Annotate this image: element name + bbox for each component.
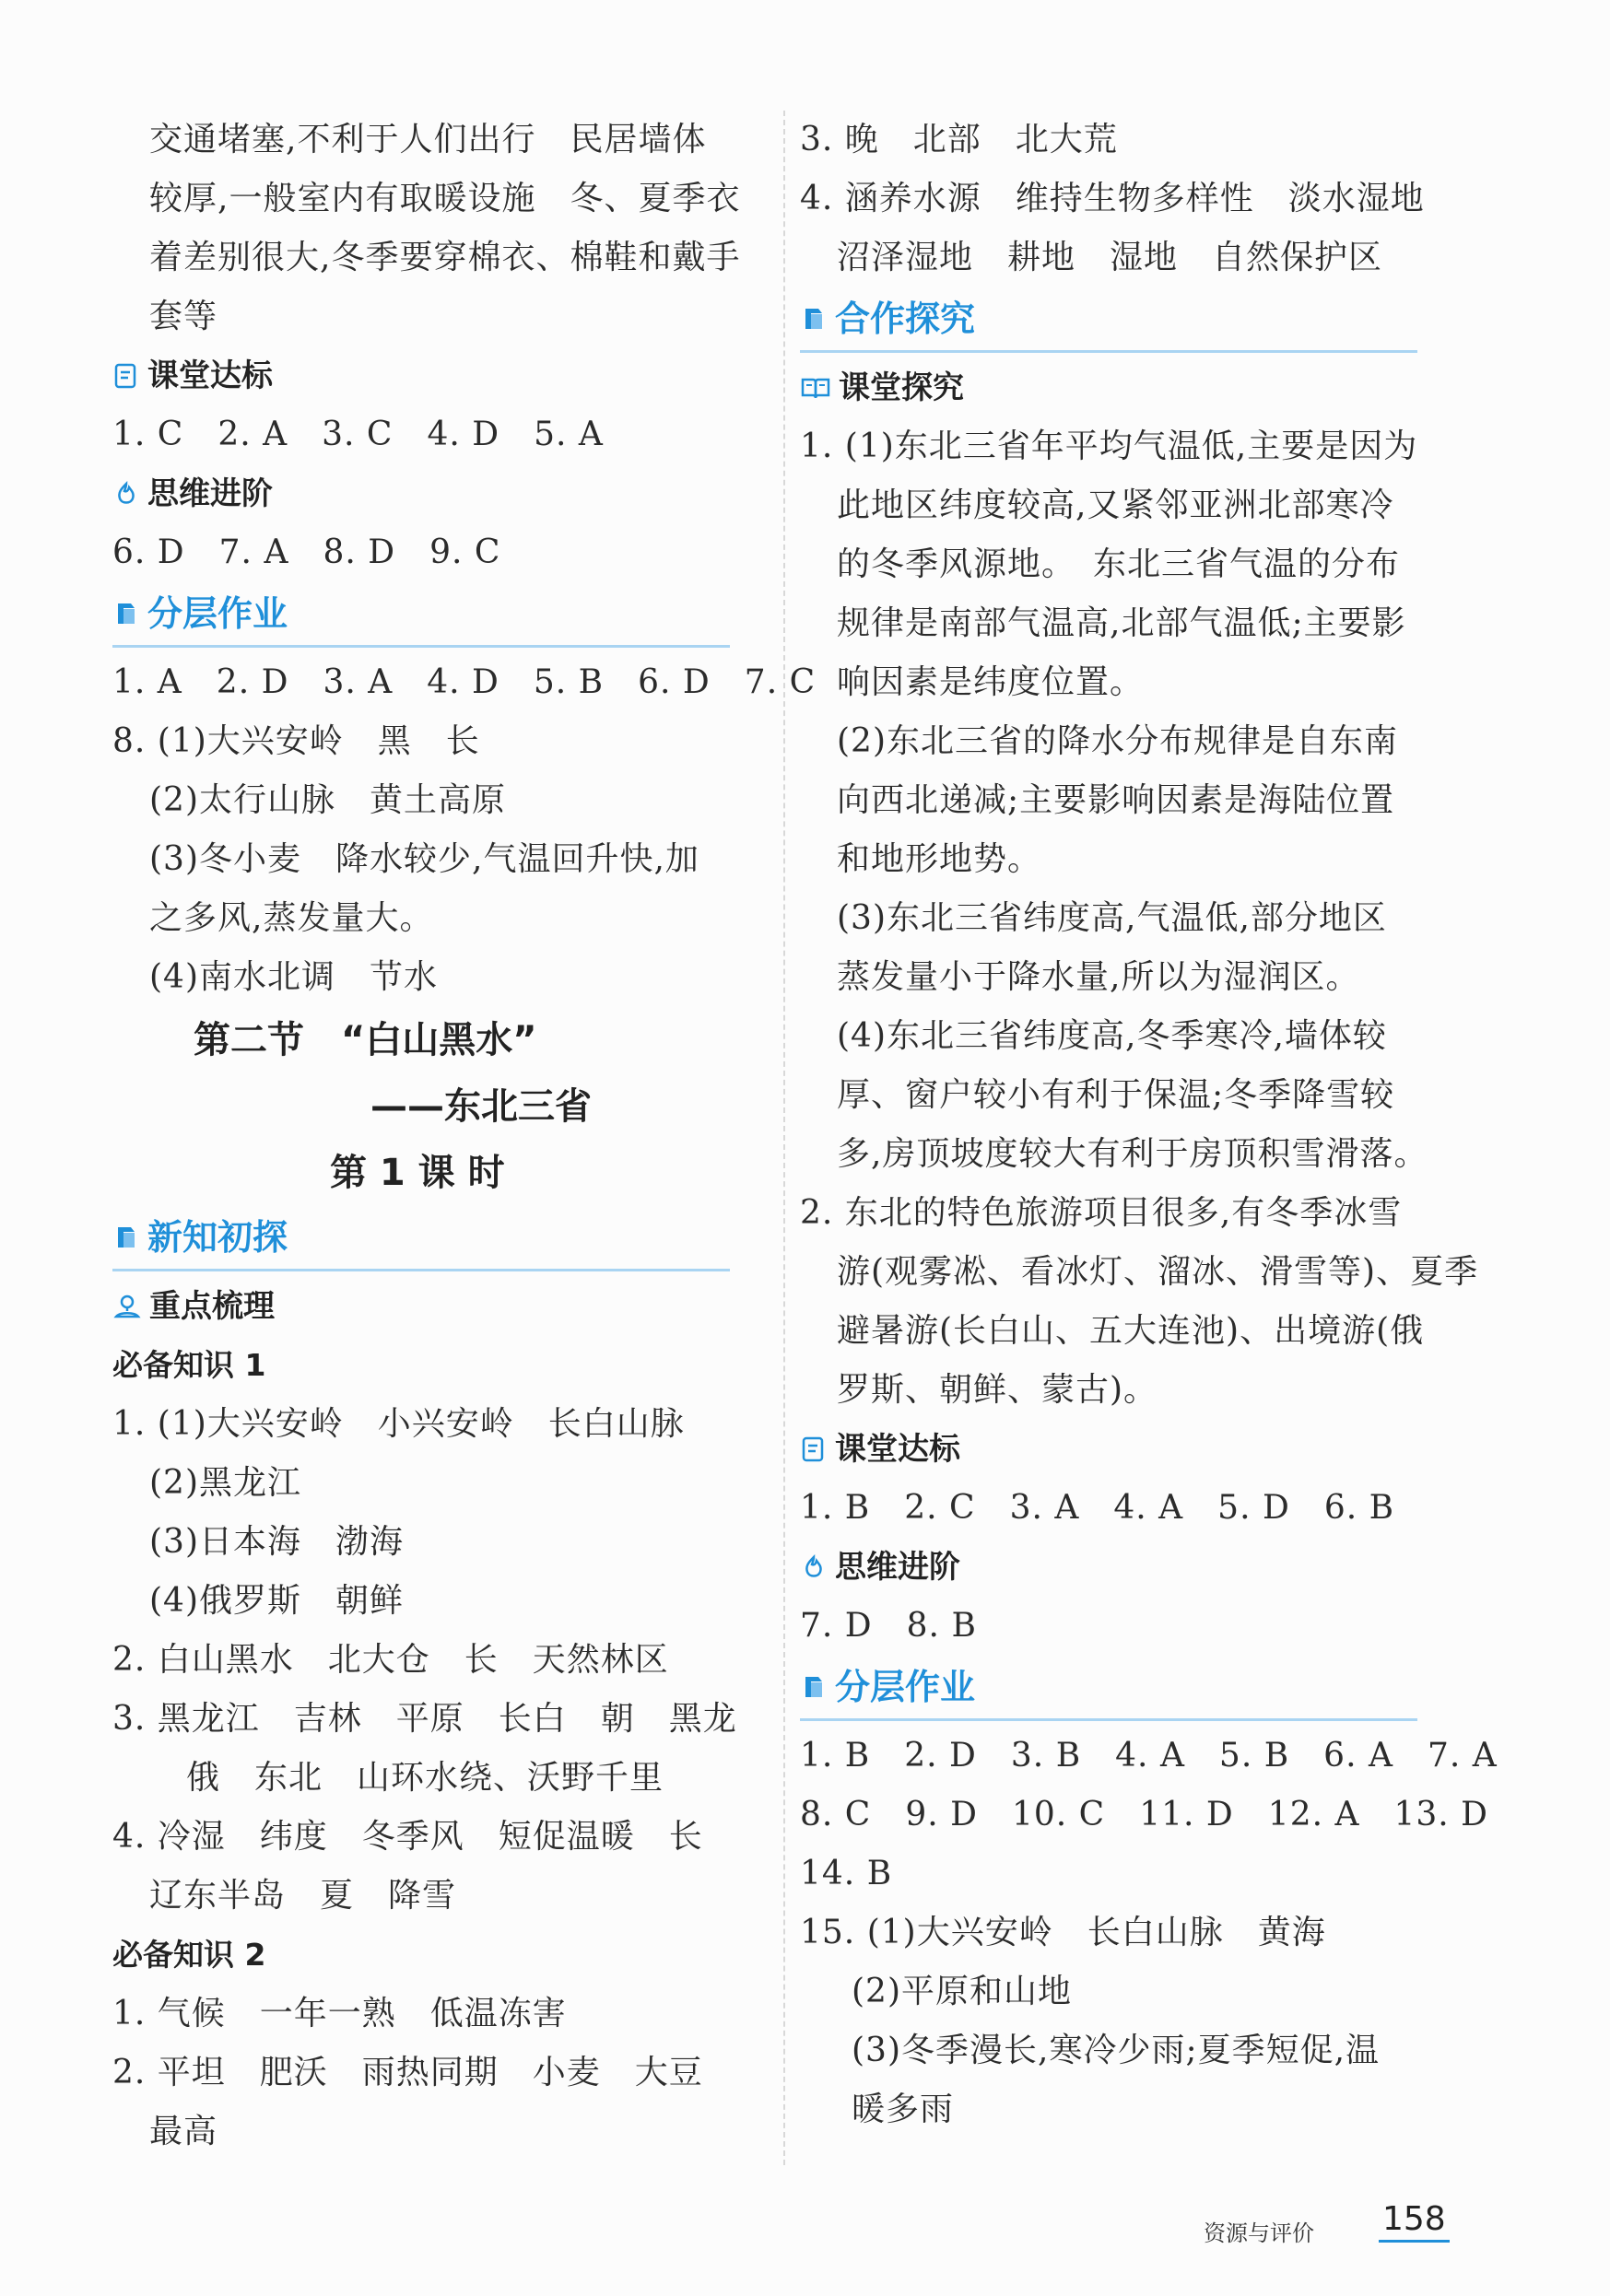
- location-pin-icon: [112, 1293, 142, 1320]
- flame-icon: [112, 480, 140, 508]
- text-line: 着差别很大,冬季要穿棉衣、棉鞋和戴手: [149, 239, 741, 276]
- heading-label: 课堂探究: [839, 369, 964, 406]
- answer-line: 8. (1)大兴安岭 黑 长: [112, 722, 480, 760]
- flame-icon: [800, 1553, 828, 1581]
- text-line: (2)东北三省的降水分布规律是自东南: [837, 722, 1398, 760]
- text-line: 此地区纬度较高,又紧邻亚洲北部寒冷: [837, 486, 1394, 524]
- heading-label: 重点梳理: [149, 1288, 275, 1325]
- section-heading-ketang: [800, 1420, 1454, 1479]
- text-line: 和地形地势。: [837, 840, 1042, 878]
- section-subtitle: ——东北三省: [370, 1085, 592, 1128]
- text-line: 交通堵塞,不利于人们出行 民居墙体: [149, 121, 707, 158]
- text-line: 罗斯、朝鲜、蒙古)。: [837, 1371, 1158, 1409]
- section-bar-xinzhi: [112, 1206, 730, 1271]
- answer-line: (2)平原和山地: [852, 1973, 1072, 2010]
- heading-label: 课堂达标: [147, 357, 273, 394]
- text-line: 4. 冷湿 纬度 冬季风 短促温暖 长: [112, 1818, 703, 1856]
- answer-line: 15. (1)大兴安岭 长白山脉 黄海: [800, 1914, 1326, 1951]
- heading-label: 分层作业: [835, 1667, 976, 1707]
- bookmark-icon: [800, 1673, 828, 1701]
- text-line: 套等: [149, 298, 218, 335]
- heading-label: 思维进阶: [147, 475, 273, 512]
- text-line: 游(观雾凇、看冰灯、溜冰、滑雪等)、夏季: [837, 1253, 1479, 1291]
- answer-line: (3)冬季漫长,寒冷少雨;夏季短促,温: [852, 2032, 1381, 2069]
- text-line: 沼泽湿地 耕地 湿地 自然保护区: [837, 239, 1383, 276]
- text-line: 蒸发量小于降水量,所以为湿润区。: [837, 958, 1360, 996]
- section-bar-fenceng: [112, 582, 730, 648]
- answer-line: (4)南水北调 节水: [149, 958, 438, 996]
- page-number: 158: [1379, 2200, 1450, 2243]
- heading-label: 新知初探: [147, 1217, 288, 1258]
- answer-line: 1. A 2. D 3. A 4. D 5. B 6. D 7. C: [112, 663, 817, 701]
- text-line: 1. 气候 一年一熟 低温冻害: [112, 1995, 567, 2032]
- answer-line: 1. C 2. A 3. C 4. D 5. A: [112, 416, 604, 453]
- heading-label: 合作探究: [835, 299, 976, 339]
- text-line: 3. 黑龙江 吉林 平原 长白 朝 黑龙: [112, 1700, 737, 1738]
- answer-line: 1. B 2. D 3. B 4. A 5. B 6. A 7. A: [800, 1737, 1498, 1775]
- knowledge-heading-1: 必备知识 1: [112, 1347, 266, 1383]
- knowledge-heading-2: 必备知识 2: [112, 1937, 266, 1973]
- text-line: 规律是南部气温高,北部气温低;主要影: [837, 604, 1406, 642]
- bookmark-icon: [112, 1224, 140, 1251]
- section-heading-siwei: [112, 464, 767, 523]
- answer-line: 暖多雨: [852, 2091, 955, 2128]
- bookmark-icon: [800, 305, 828, 333]
- text-line: 辽东半岛 夏 降雪: [149, 1877, 457, 1915]
- answer-line: 7. D 8. B: [800, 1607, 977, 1645]
- text-line: 3. 晚 北部 北大荒: [800, 121, 1118, 158]
- section-heading-ketang: [112, 346, 767, 405]
- answer-line: 14. B: [800, 1855, 893, 1892]
- section-bar-hezuo: [800, 287, 1417, 353]
- text-line: (3)东北三省纬度高,气温低,部分地区: [837, 899, 1387, 937]
- section-title: 第二节 “白山黑水”: [194, 1019, 537, 1061]
- checklist-icon: [800, 1435, 828, 1463]
- right-column: [800, 111, 1498, 2139]
- text-line: 多,房顶坡度较大有利于房顶积雪滑落。: [837, 1135, 1428, 1173]
- text-line: 厚、窗户较小有利于保温;冬季降雪较: [837, 1076, 1395, 1114]
- section-bar-fenceng: [800, 1656, 1417, 1721]
- text-line: 1. (1)大兴安岭 小兴安岭 长白山脉: [112, 1405, 685, 1443]
- text-line: (4)东北三省纬度高,冬季寒冷,墙体较: [837, 1017, 1387, 1055]
- text-line: 俄 东北 山环水绕、沃野千里: [186, 1759, 664, 1797]
- answer-line: 之多风,蒸发量大。: [149, 899, 434, 937]
- text-line: 避暑游(长白山、五大连池)、出境游(俄: [837, 1312, 1425, 1350]
- bookmark-icon: [112, 600, 140, 627]
- answer-line: 1. B 2. C 3. A 4. A 5. D 6. B: [800, 1489, 1395, 1527]
- text-line: 的冬季风源地。 东北三省气温的分布: [837, 545, 1401, 583]
- section-heading-siwei: [800, 1538, 1454, 1597]
- text-line: 2. 平坦 肥沃 雨热同期 小麦 大豆: [112, 2054, 703, 2091]
- text-line: 2. 白山黑水 北大仓 长 天然林区: [112, 1641, 669, 1679]
- text-line: (4)俄罗斯 朝鲜: [149, 1582, 404, 1620]
- footer-label: 资源与评价: [1204, 2220, 1314, 2246]
- open-book-icon: [800, 374, 831, 402]
- heading-label: 思维进阶: [835, 1549, 960, 1586]
- answer-line: 6. D 7. A 8. D 9. C: [112, 533, 501, 571]
- text-line: 1. (1)东北三省年平均气温低,主要是因为: [800, 428, 1418, 465]
- text-line: 向西北递减;主要影响因素是海陆位置: [837, 781, 1395, 819]
- answer-line: (2)太行山脉 黄土高原: [149, 781, 506, 819]
- left-column: [112, 111, 817, 2161]
- answer-line: (3)冬小麦 降水较少,气温回升快,加: [149, 840, 699, 878]
- answer-line: 8. C 9. D 10. C 11. D 12. A 13. D: [800, 1796, 1489, 1833]
- text-line: 2. 东北的特色旅游项目很多,有冬季冰雪: [800, 1194, 1403, 1232]
- text-line: 最高: [149, 2113, 218, 2150]
- heading-label: 课堂达标: [835, 1431, 960, 1468]
- heading-label: 分层作业: [147, 593, 288, 634]
- checklist-icon: [112, 362, 140, 390]
- section-heading-tanjiu: [800, 358, 1454, 417]
- text-line: (3)日本海 渤海: [149, 1523, 404, 1561]
- text-line: (2)黑龙江: [149, 1464, 301, 1502]
- text-line: 4. 涵养水源 维持生物多样性 淡水湿地: [800, 180, 1425, 217]
- section-heading-zhongdian: [112, 1277, 767, 1336]
- column-divider: [783, 111, 785, 2165]
- text-line: 响因素是纬度位置。: [837, 663, 1145, 701]
- text-line: 较厚,一般室内有取暖设施 冬、夏季衣: [149, 180, 741, 217]
- lesson-title: 第 1 课 时: [330, 1152, 505, 1194]
